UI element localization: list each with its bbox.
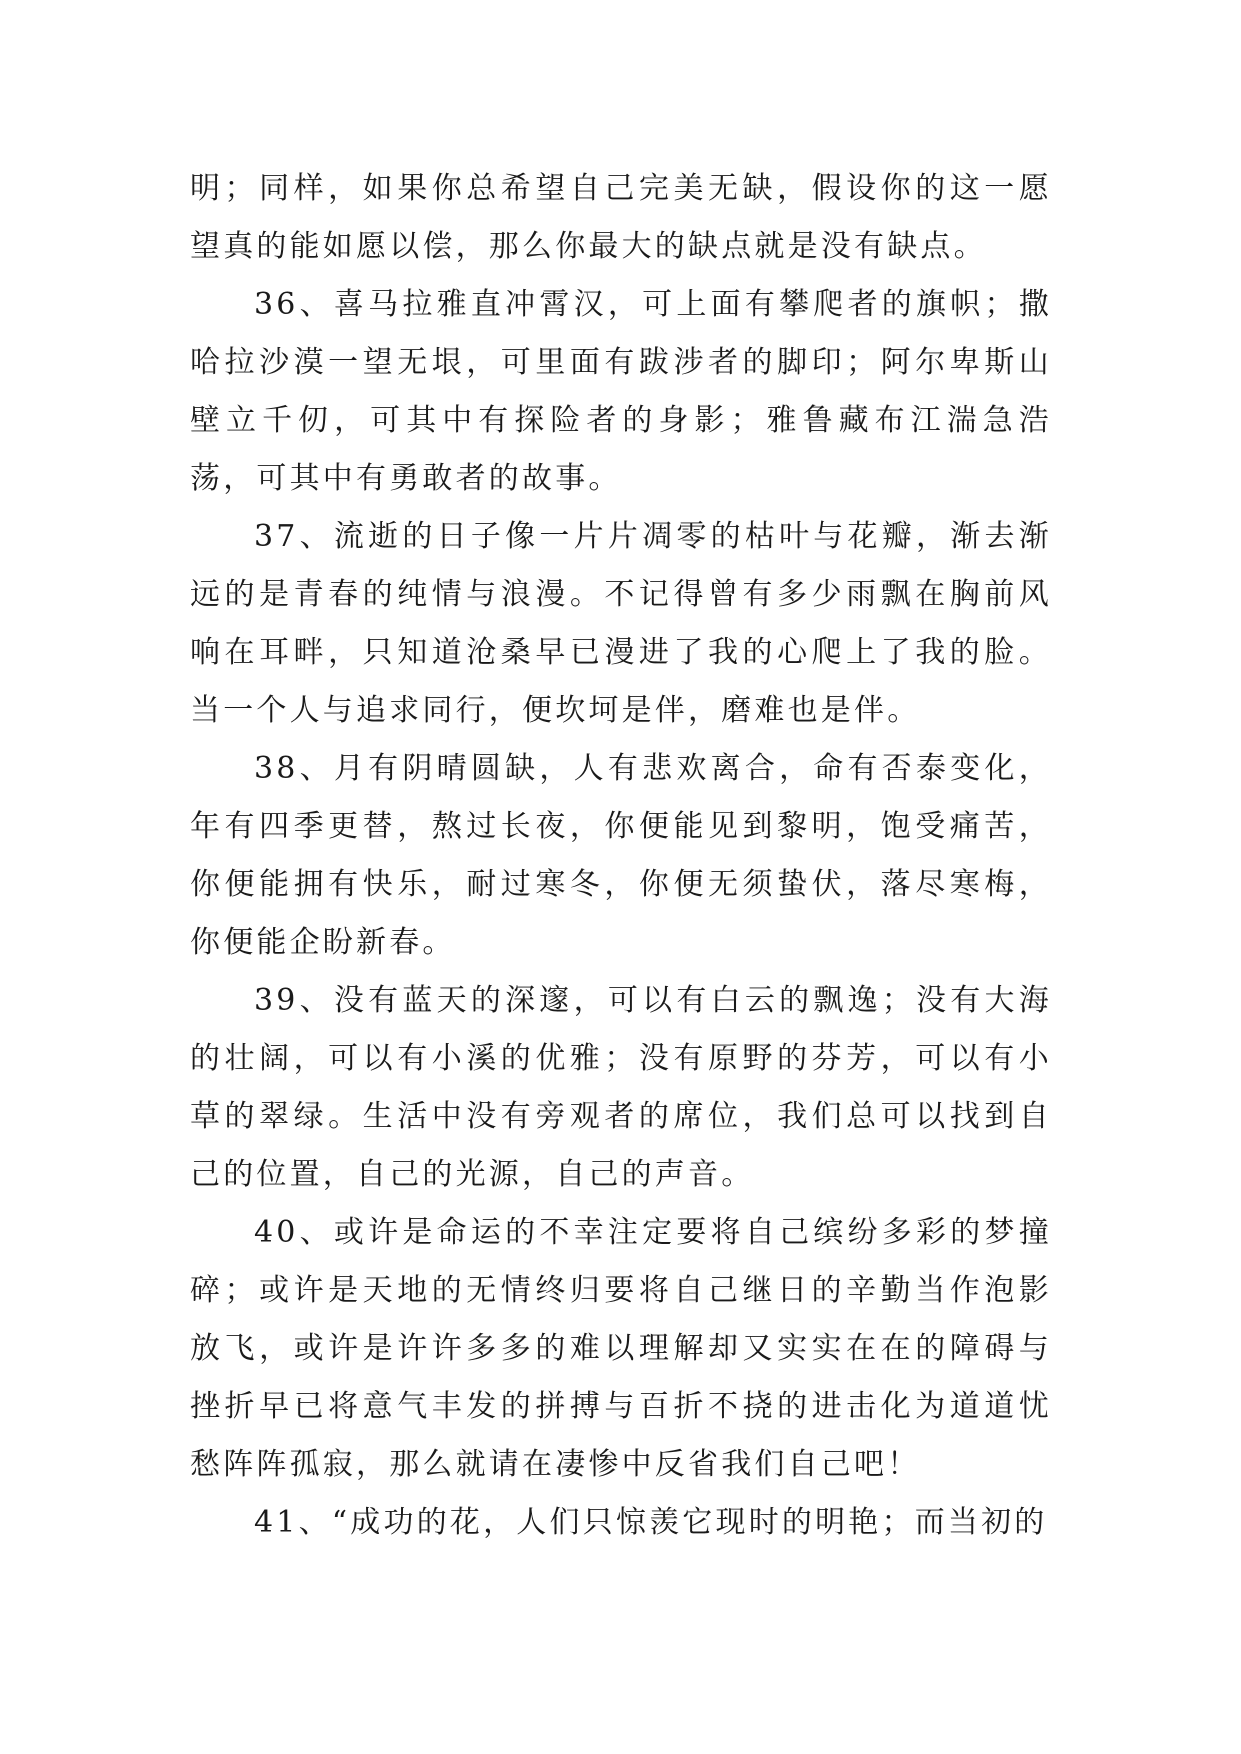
paragraph-40: 40、或许是命运的不幸注定要将自己缤纷多彩的梦撞碎；或许是天地的无情终归要将自己继日的辛勤当作泡影放飞，或许是许许多多的难以理解却又实实在在的障碍与挫折早已将意气丰发的拼搏与百折不挠的进击化为道道忧愁阵阵孤寂，那么就请在凄惨中反省我们自己吧！ (190, 1215, 1052, 1482)
paragraph-39: 39、没有蓝天的深邃，可以有白云的飘逸；没有大海的壮阔，可以有小溪的优雅；没有原野的芬芳，可以有小草的翠绿。生活中没有旁观者的席位，我们总可以找到自己的位置，自己的光源，自己的声音。 (190, 983, 1052, 1192)
paragraph-38: 38、月有阴晴圆缺，人有悲欢离合，命有否泰变化，年有四季更替，熬过长夜，你便能见到黎明，饱受痛苦，你便能拥有快乐，耐过寒冬，你便无须蛰伏，落尽寒梅，你便能企盼新春。 (190, 751, 1052, 960)
paragraph-41: 41、“成功的花，人们只惊羡它现时的明艳；而当初的 (254, 1505, 1048, 1540)
paragraph-36: 36、喜马拉雅直冲霄汉，可上面有攀爬者的旗帜；撒哈拉沙漠一望无垠，可里面有跋涉者的脚印；阿尔卑斯山壁立千仞，可其中有探险者的身影；雅鲁藏布江湍急浩荡，可其中有勇敢者的故事。 (190, 287, 1052, 496)
paragraph-37: 37、流逝的日子像一片片凋零的枯叶与花瓣，渐去渐远的是青春的纯情与浪漫。不记得曾有多少雨飘在胸前风响在耳畔，只知道沧桑早已漫进了我的心爬上了我的脸。当一个人与追求同行，便坎坷是伴，磨难也是伴。 (190, 519, 1052, 728)
paragraph-continuation: 明；同样，如果你总希望自己完美无缺，假设你的这一愿望真的能如愿以偿，那么你最大的缺点就是没有缺点。 (190, 171, 1052, 264)
body-text (190, 160, 1052, 1552)
